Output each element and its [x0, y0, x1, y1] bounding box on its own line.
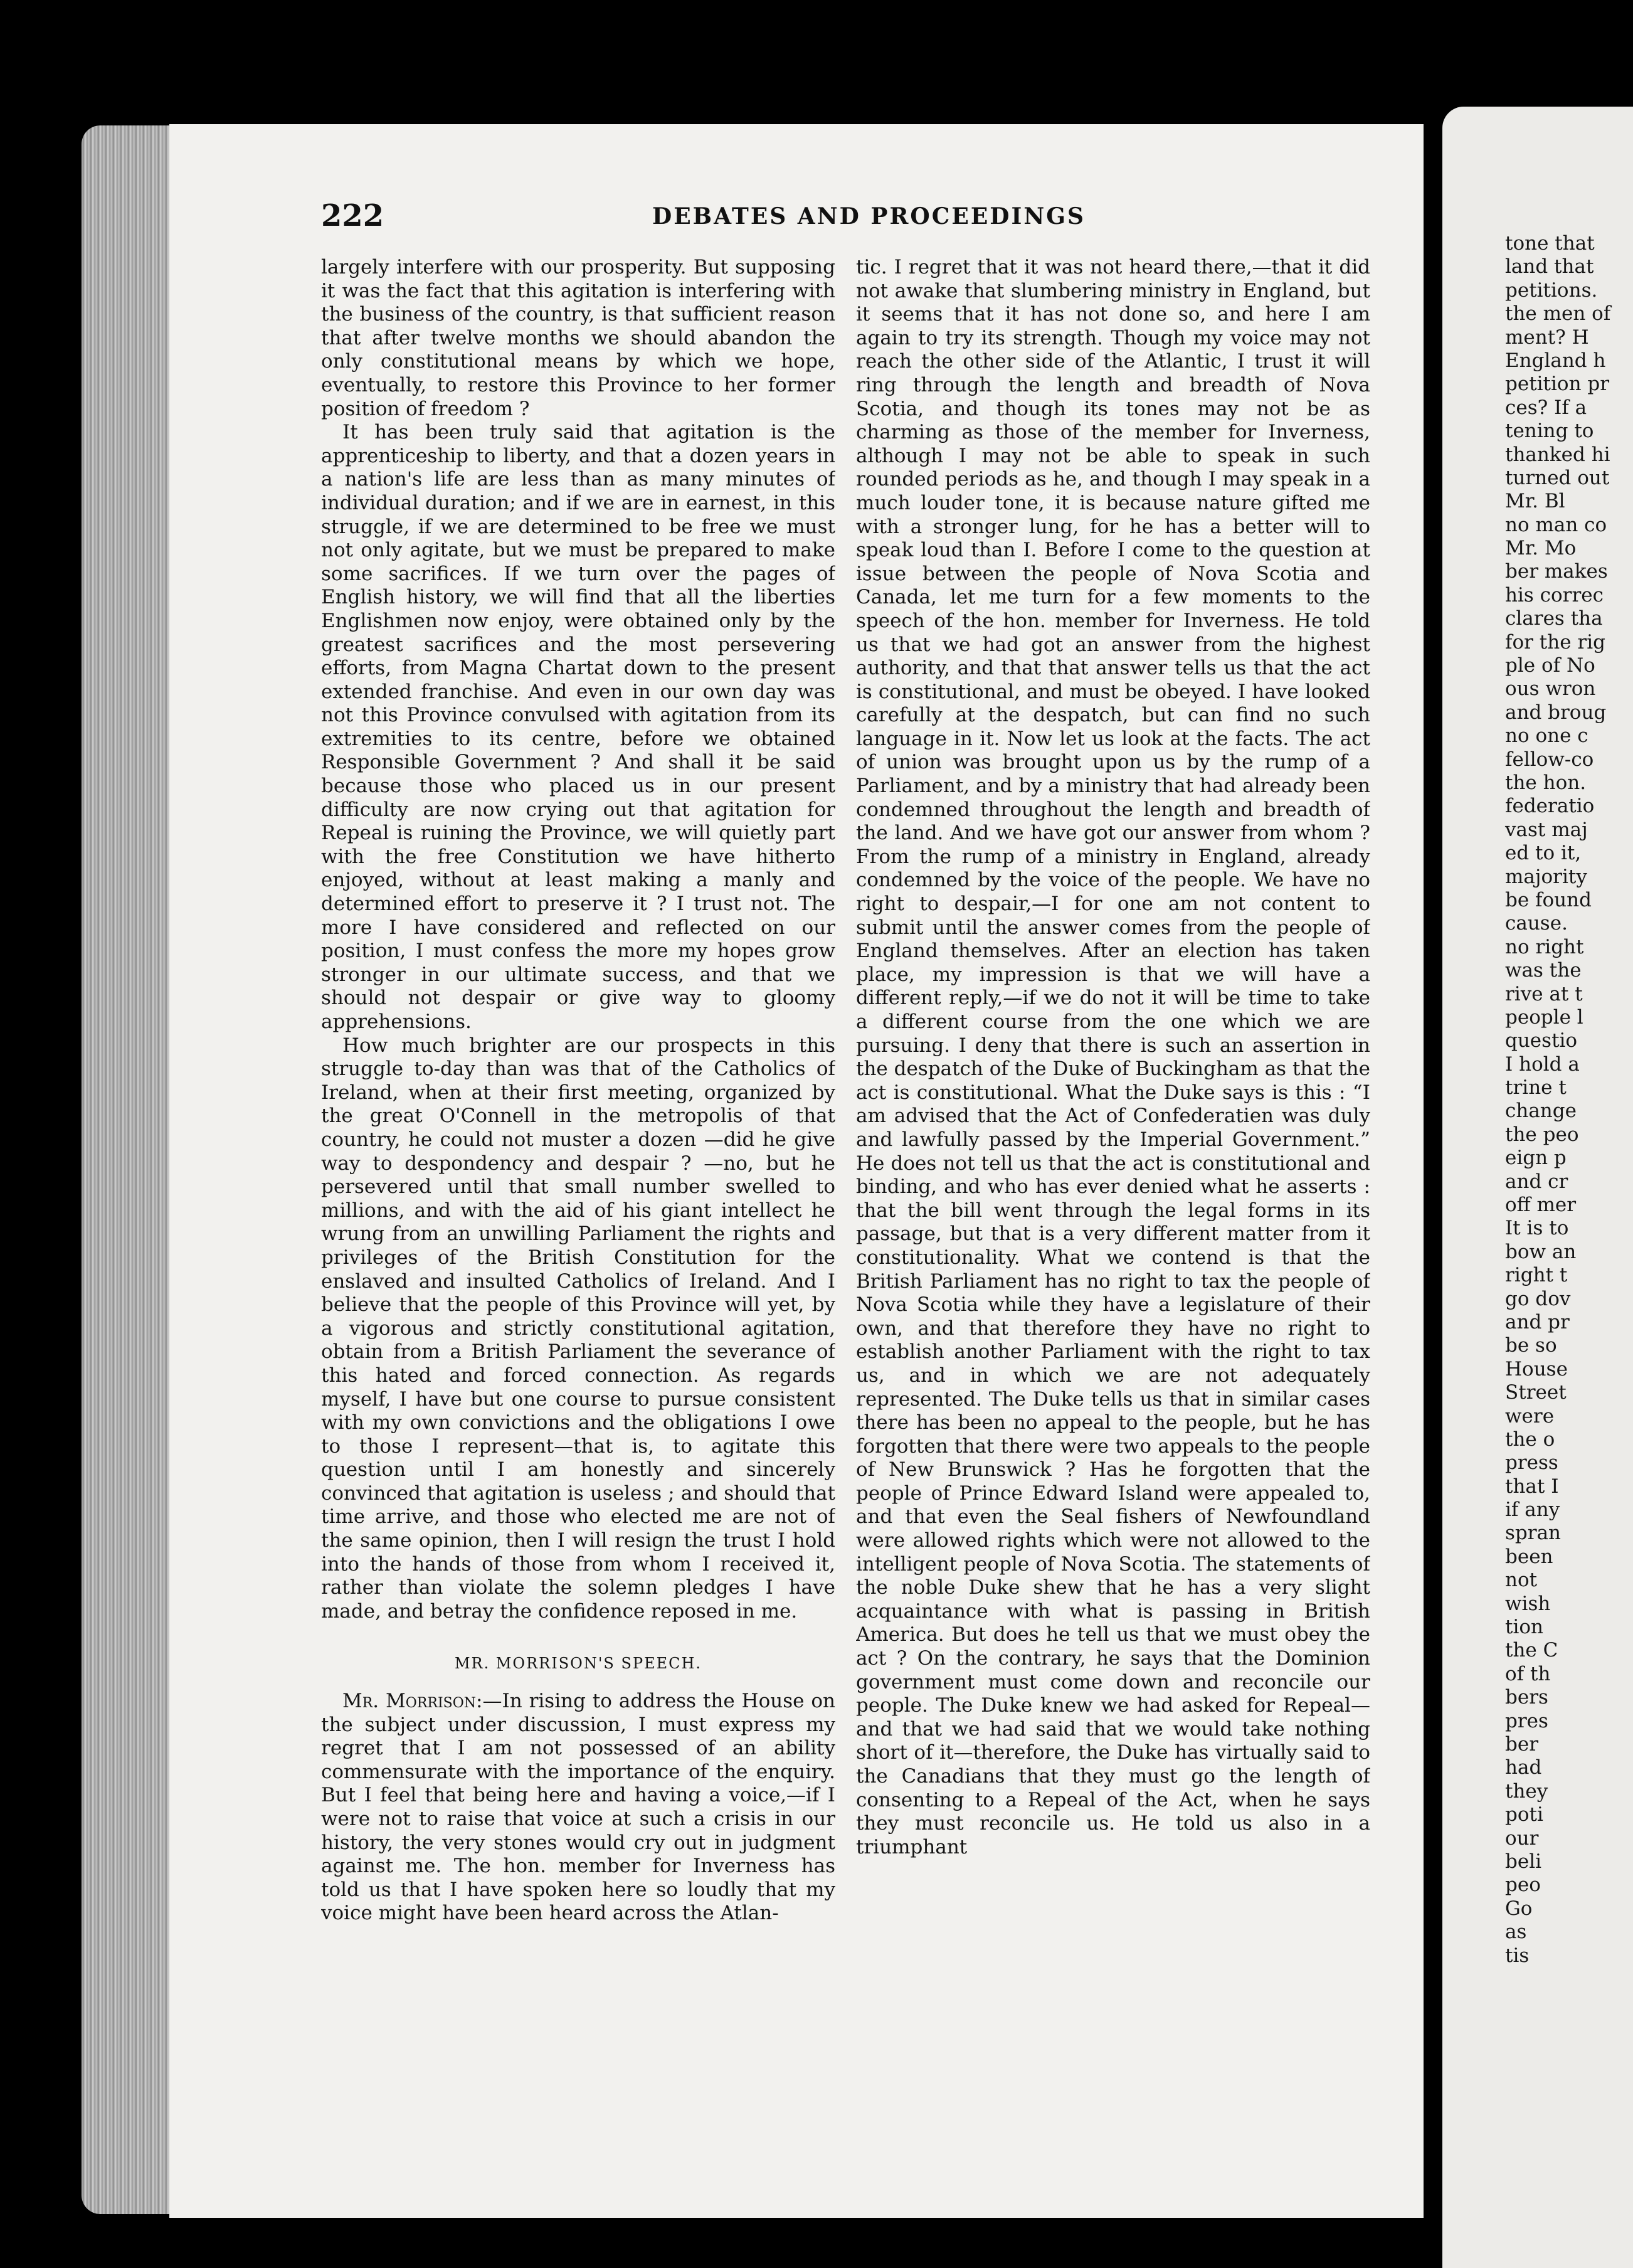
facing-page-line: turned out [1505, 466, 1610, 489]
paragraph: How much brighter are our prospects in this struggle to-day than was that of the Catholics of Ireland, when at their first meeting, organized by the great O'Connell in the metropolis of that country, he could not muster a dozen —did he give way to despondency and despair ? —no, but he persevered until that small number swelled to millions, and with the aid of his giant intellect he wrung from an unwilling Parliament the rights and privileges of the British Constitution for the enslaved and insulted Catholics of Ireland. And I believe that the people of this Province will yet, by a vigorous and strictly constitutional agitation, obtain from a British Parliament the severance of this hated and forced connection. As regards myself, I have but one course to pursue consistent with my own convictions and the obligations I owe to those I represent—that is, to agitate this question until I am honestly and sincerely convinced that agitation is useless ; and should that time arrive, and those who elected me are not of the same opinion, then I will resign the trust I hold into the hands of those from whom I received it, rather than violate the solemn pledges I have made, and betray the confidence reposed in me. [321, 1034, 835, 1623]
facing-page-line: no man co [1505, 513, 1607, 536]
facing-page-line: they [1505, 1779, 1548, 1803]
facing-page-line: press [1505, 1451, 1558, 1475]
facing-page-line: pres [1505, 1709, 1548, 1732]
facing-page-line: Mr. Mo [1505, 537, 1577, 560]
facing-page-line: tis [1505, 1944, 1530, 1967]
facing-page-line: be found [1505, 888, 1592, 911]
facing-page-line: Street [1505, 1381, 1567, 1404]
facing-page-line: beli [1505, 1850, 1542, 1873]
facing-page-line: no one c [1505, 724, 1588, 748]
facing-page-line: majority [1505, 865, 1587, 888]
facing-page-line: England h [1505, 349, 1606, 372]
facing-page-line: trine t [1505, 1076, 1567, 1100]
speech-heading: MR. MORRISON'S SPEECH. [454, 1655, 702, 1673]
facing-page-line: was the [1505, 959, 1582, 982]
facing-page-line: the peo [1505, 1123, 1579, 1146]
facing-page-line: cause. [1505, 912, 1568, 935]
facing-page-line: Go [1505, 1897, 1533, 1920]
facing-page-line: were [1505, 1404, 1555, 1428]
facing-page-line: ber [1505, 1733, 1539, 1756]
facing-page-line: if any [1505, 1498, 1560, 1522]
facing-page-line: and broug [1505, 701, 1607, 724]
facing-page-line: peo [1505, 1873, 1541, 1897]
facing-page-line: change [1505, 1100, 1577, 1123]
facing-page-line: as [1505, 1921, 1527, 1944]
facing-page-line: eign p [1505, 1147, 1567, 1170]
facing-page-line: his correc [1505, 583, 1604, 607]
facing-page-line: clares tha [1505, 607, 1603, 630]
facing-page-line: bers [1505, 1686, 1548, 1709]
facing-page-line: Mr. Bl [1505, 490, 1565, 513]
facing-page-line: ed to it, [1505, 842, 1582, 865]
paragraph: largely interfere with our prosperity. But supposing it was the fact that this agitation is interfering with the business of the country, is that sufficient reason that after twelve months we should abandon the only constitutional means by which we hope, eventually, to restore this Province to her former position of freedom ? [321, 256, 835, 420]
facing-page-line: ment? H [1505, 326, 1589, 349]
facing-page-line: ple of No [1505, 654, 1595, 677]
facing-page-line: tening to [1505, 420, 1594, 443]
facing-page-line: vast maj [1505, 818, 1588, 841]
paragraph: tic. I regret that it was not heard there,—that it did not awake that slumbering ministry in England, but it seems that it has not done so, and here I am again to try its strength. Though my voice may not reach the other side of the Atlantic, I trust it will ring through the length and breadth of Nova Scotia, and though its tones may not be as charming as those of the member for Inverness, although I may not be able to speak in such rounded periods as he, and though I may speak in a much louder tone, it is because nature gifted me with a stronger lung, for he has a better will to speak loud than I. Before I come to the question at issue between the people of Nova Scotia and Canada, let me turn for a few moments to the speech of the hon. member for Inverness. He told us that we had got an answer from the highest authority, and that that answer tells us that the act is constitutional, and must be obeyed. I have looked carefully at the despatch, but can find no such language in it. Now let us look at the facts. The act of union was brought upon us by the rump of a Parliament, and by a ministry that had already been condemned throughout the length and breadth of the land. And we have got our answer from whom ? From the rump of a ministry in England, already condemned by the voice of the people. We have no right to despair,—I for one am not content to submit until the answer comes from the people of England themselves. After an election has taken place, my impression is that we will have a different reply,—if we do not it will be time to take a different course from the one which we are pursuing. I deny that there is such an assertion in the despatch of the Duke of Buckingham as that the act is constitutional. What the Duke says is this : “I am advised that the Act of Confederatien was duly and lawfully passed by the Imperial Government.” He does not tell us that the act is constitutional and binding, and who has ever denied what he asserts : that the bill went through the legal forms in its passage, but that is a very different matter from it constitutionality. What we contend is that the British Parliament has no right to tax the people of Nova Scotia while they have a legislature of their own, and that therefore they have no right to establish another Parliament with the right to tax us, and in which we are not adequately represented. The Duke tells us that in similar cases there has been no appeal to the people, but he has forgotten that there were two appeals to the people of New Brunswick ? Has he forgotten that the people of Prince Edward Island were appealed to, and that even the Seal fishers of Newfoundland were allowed rights which were not allowed to the intelligent people of Nova Scotia. The statements of the noble Duke shew that he has a very slight acquaintance with what is passing in British America. But does he tell us that we must obey the act ? On the contrary, he says that the Dominion government must come down and reconcile our people. The Duke knew we had asked for Repeal—and that we had said that we would take nothing short of it—therefore, the Duke has virtually said to the Canadians that they must go the length of consenting to a Repeal of the Act, when he says they must reconcile us. He told us also in a triumphant [856, 256, 1370, 1858]
facing-page-line: be so [1505, 1334, 1557, 1357]
facing-page-line: federatio [1505, 795, 1595, 818]
facing-page-line: the men of [1505, 302, 1611, 326]
facing-page-line: not [1505, 1569, 1538, 1592]
facing-page-line: poti [1505, 1803, 1543, 1826]
facing-page-line: questio [1505, 1029, 1578, 1052]
facing-page-line: House [1505, 1357, 1568, 1380]
facing-page-line: wish [1505, 1592, 1551, 1615]
page-header [169, 198, 1424, 248]
book-page-edges [82, 125, 176, 2214]
facing-page-line: of th [1505, 1662, 1551, 1685]
facing-page-line: fellow-co [1505, 748, 1594, 771]
facing-page-line: the hon. [1505, 771, 1587, 794]
facing-page-line: thanked hi [1505, 443, 1610, 466]
facing-page-line: had [1505, 1756, 1542, 1779]
paragraph: It has been truly said that agitation is the apprenticeship to liberty, and that a dozen years in a nation's life are less than as many minutes of individual duration; and if we are in earnest, in this struggle, if we are determined to be free we must not only agitate, but we must be prepared to make some sacrifices. If we turn over the pages of English history, we will find that all the liberties Englishmen now enjoy, were obtained only by the greatest sacrifices and the most persevering efforts, from Magna Chartat down to the present extended franchise. And even in our own day was not this Province convulsed with agitation from its extremities to its centre, before we obtained Responsible Government ? And shall it be said because those who placed us in our present difficulty are now crying out that agitation for Repeal is ruining the Province, we will quietly part with the free Constitution we have hitherto enjoyed, without at least making a manly and determined effort to preserve it ? I trust not. The more I have considered and reflected on our position, I must confess the more my hopes grow stronger in our ultimate success, and that we should not despair or give way to gloomy apprehensions. [321, 421, 835, 1033]
facing-page-line: that I [1505, 1475, 1559, 1498]
facing-page-line: land that [1505, 255, 1594, 278]
speech-text: :—In rising to address the House on the subject under discussion, I must express my regret that I am not possessed of an ability commensurate with the importance of the enquiry. But I feel that being here and having a voice,—if I were not to raise that voice at such a crisis in our history, the very stones would cry out in judgment against me. The hon. member for Inverness has told us that I have spoken here so loudly that my voice might have been heard across the Atlan- [321, 1690, 835, 1925]
facing-page-line: for the rig [1505, 630, 1606, 654]
facing-page-line: ous wron [1505, 677, 1596, 701]
facing-page-line: and cr [1505, 1170, 1568, 1193]
facing-page-line: rive at t [1505, 982, 1583, 1005]
facing-page-line: and pr [1505, 1310, 1570, 1333]
facing-page [1442, 107, 1633, 2268]
facing-page-line: tone that [1505, 232, 1595, 255]
facing-page-line: the o [1505, 1428, 1555, 1451]
facing-page-line: go dov [1505, 1287, 1571, 1310]
facing-page-line: no right [1505, 935, 1584, 958]
page [169, 124, 1424, 2218]
facing-page-line: right t [1505, 1264, 1568, 1287]
left-column [321, 256, 835, 2087]
facing-page-line: petition pr [1505, 373, 1610, 396]
facing-page-line: tion [1505, 1616, 1544, 1639]
speaker-name: Mr. Morrison [342, 1690, 477, 1713]
facing-page-line: bow an [1505, 1240, 1577, 1263]
facing-page-line: our [1505, 1826, 1539, 1850]
facing-page-line: the C [1505, 1639, 1558, 1662]
right-column [856, 256, 1370, 2087]
facing-page-line: spran [1505, 1522, 1562, 1545]
facing-page-line: It is to [1505, 1217, 1569, 1240]
page-number: 222 [321, 198, 384, 233]
facing-page-fragments [1505, 232, 1633, 1968]
facing-page-line: ber makes [1505, 560, 1608, 583]
speech-paragraph [321, 1690, 835, 1926]
running-head: DEBATES AND PROCEEDINGS [652, 203, 1086, 230]
facing-page-line: ces? If a [1505, 396, 1587, 419]
facing-page-line: off mer [1505, 1194, 1577, 1217]
facing-page-line: been [1505, 1545, 1553, 1568]
facing-page-line: petitions. [1505, 278, 1598, 302]
facing-page-line: people l [1505, 1005, 1583, 1029]
facing-page-line: I hold a [1505, 1052, 1580, 1076]
